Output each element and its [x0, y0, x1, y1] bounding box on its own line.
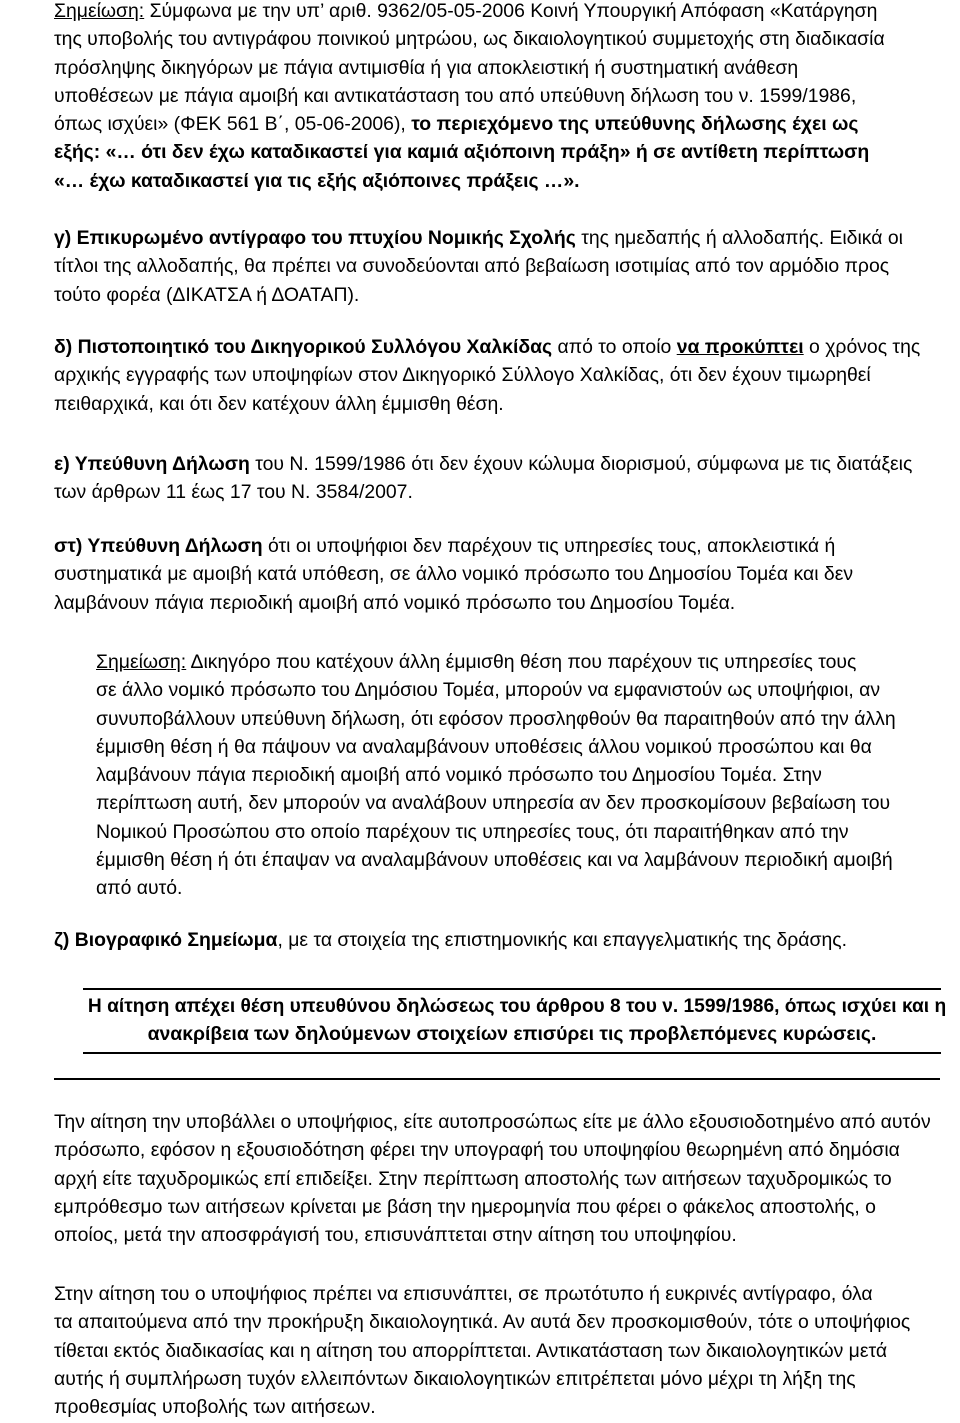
attachments-paragraph: [54, 1280, 934, 1421]
text-line: [54, 0, 934, 25]
text-line: τίτλοι της αλλοδαπής, θα πρέπει να συνοδεύονται από βεβαίωση ισοτιμίας από τον αρμόδιο προς: [54, 255, 890, 278]
note-label: Σημείωση:: [54, 0, 145, 22]
item-e-declaration-paragraph: [54, 450, 934, 507]
text-line: των άρθρων 11 έως 17 του Ν. 3584/2007.: [54, 481, 413, 504]
text-line: συστηματικά με αμοιβή κατά υπόθεση, σε άλλο νομικό πρόσωπο του Δημοσίου Τομέα και δεν: [54, 563, 854, 586]
submission-paragraph: [54, 1108, 934, 1249]
text-line: λαμβάνουν πάγια περιοδική αμοιβή από νομικό πρόσωπο του Δημοσίου Τομέα. Στην: [96, 764, 822, 787]
declaration-notice-box: [83, 988, 947, 1054]
note-lawyers-paragraph: [96, 648, 936, 903]
text-line: «… έχω καταδικαστεί για τις εξής αξιόποινες πράξεις …».: [54, 169, 580, 192]
text-run: Σύμφωνα με την υπ’ αριθ. 9362/05-05-2006 Κοινή Υπουργική Απόφαση «Κατάργηση: [144, 0, 878, 22]
text-line: προθεσμίας υποβολής των αιτήσεων.: [54, 1396, 376, 1419]
text-line: πρόσληψης δικηγόρων με πάγια αντιμισθία ή για αποκλειστική ή συστηματική ανάθεση: [54, 56, 799, 79]
text-line: λαμβάνουν πάγια περιοδική αμοιβή από νομικό πρόσωπο του Δημοσίου Τομέα.: [54, 591, 736, 614]
text-line: πρόσωπο, εφόσον η εξουσιοδότηση φέρει την υπογραφή του υποψηφίου θεωρημένη από δημόσια: [54, 1139, 900, 1162]
text-line: περίπτωση αυτή, δεν μπορούν να αναλάβουν υπηρεσία αν δεν προσκομίσουν βεβαίωση του: [96, 792, 891, 815]
text-line: Την αίτηση την υποβάλλει ο υποψήφιος, είτε αυτοπροσώπως είτε με άλλο εξουσιοδοτημένο από αυτόν: [54, 1111, 931, 1133]
text-line: οποίος, μετά την αποσφράγισή του, επισυνάπτεται στην αίτηση του υποψηφίου.: [54, 1224, 737, 1247]
text-run: όπως ισχύει» (ΦΕΚ 561 Β΄, 05-06-2006),: [54, 113, 412, 136]
emphasis-text: να προκύπτει: [676, 336, 804, 358]
text-line: πειθαρχικά, και ότι δεν κατέχουν άλλη έμμισθη θέση.: [54, 392, 504, 415]
item-z-cv-paragraph: [54, 926, 934, 954]
text-line: [54, 532, 934, 560]
text-line: συνυποβάλλουν υπεύθυνη δήλωση, ότι εφόσον προσληφθούν θα παραιτηθούν από την άλλη: [96, 707, 896, 730]
text-line: σε άλλο νομικό πρόσωπο του Δημόσιου Τομέα, μπορούν να εμφανιστούν ως υποψήφιοι, αν: [96, 679, 881, 702]
item-st-declaration-paragraph: [54, 532, 934, 617]
text-line: αυτής ή συμπλήρωση τυχόν ελλειπόντων δικαιολογητικών επιτρέπεται μόνο μέχρι τη λήξη της: [54, 1367, 856, 1390]
text-line: Στην αίτηση του ο υποψήφιος πρέπει να επισυνάπτει, σε πρωτότυπο ή ευκρινές αντίγραφο, όλα: [54, 1283, 873, 1305]
text-line: έμμισθη θέση ή θα πάψουν να αναλαμβάνουν υποθέσεις άλλου νομικού προσώπου και θα: [96, 735, 872, 758]
text-line: εξής: «… ότι δεν έχω καταδικαστεί για καμιά αξιόποινη πράξη» ή σε αντίθετη περίπτωση: [54, 141, 870, 164]
item-heading: γ) Επικυρωμένο αντίγραφο του πτυχίου Νομικής Σχολής: [54, 227, 576, 249]
text-line: αρχικής εγγραφής των υποψηφίων στον Δικηγορικό Σύλλογο Χαλκίδας, ότι δεν έχουν τιμωρηθεί: [54, 364, 871, 387]
text-line: τίθεται εκτός διαδικασίας και η αίτηση του απορρίπτεται. Αντικατάσταση των δικαιολογητικών μετά: [54, 1339, 888, 1362]
text-run: ότι οι υποψήφιοι δεν παρέχουν τις υπηρεσίες τους, αποκλειστικά ή: [262, 535, 836, 557]
text-line: [54, 110, 934, 138]
text-run: Δικηγόρο που κατέχουν άλλη έμμισθη θέση που παρέχουν τις υπηρεσίες τους: [186, 651, 857, 673]
item-heading: στ) Υπεύθυνη Δήλωση: [54, 535, 263, 557]
bold-text-run: το περιεχόμενο της υπεύθυνης δήλωσης έχει ως: [411, 113, 859, 136]
item-d-bar-certificate-paragraph: [54, 333, 934, 418]
horizontal-divider: [54, 1078, 940, 1080]
text-line: έμμισθη θέση ή ότι έπαψαν να αναλαμβάνουν υποθέσεις και να λαμβάνουν περιοδική αμοιβή: [96, 849, 893, 872]
text-line: ανακρίβεια των δηλούμενων στοιχείων επισύρει τις προβλεπόμενες κυρώσεις.: [147, 1023, 877, 1046]
text-line: εμπρόθεσμο των αιτήσεων κρίνεται με βάση την ημερομηνία που φέρει ο φάκελος αποστολής, ο: [54, 1195, 876, 1218]
item-heading: ε) Υπεύθυνη Δήλωση: [54, 453, 250, 475]
note-criminal-record-paragraph: [54, 0, 934, 195]
text-line: υποθέσεων με πάγια αμοιβή και αντικατάσταση του από υπεύθυνη δήλωση του ν. 1599/1986,: [54, 84, 857, 107]
text-run: ο χρόνος της: [803, 336, 921, 358]
text-line: της υποβολής του αντιγράφου ποινικού μητρώου, ως δικαιολογητικού συμμετοχής στη διαδικασία: [54, 28, 885, 51]
text-line: αρχή είτε ταχυδρομικώς επί επιδείξει. Στην περίπτωση αποστολής των αιτήσεων ταχυδρομικώς το: [54, 1167, 892, 1190]
text-line: τούτο φορέα (ΔΙΚΑΤΣΑ ή ΔΟΑΤΑΠ).: [54, 283, 360, 306]
text-line: Η αίτηση απέχει θέση υπευθύνου δηλώσεως του άρθρου 8 του ν. 1599/1986, όπως ισχύει και η: [87, 995, 947, 1017]
text-line: από αυτό.: [96, 877, 183, 900]
text-line: Νομικού Προσώπου στο οποίο παρέχουν τις υπηρεσίες τους, ότι παραιτήθηκαν από την: [96, 820, 849, 843]
text-run: του Ν. 1599/1986 ότι δεν έχουν κώλυμα διορισμού, σύμφωνα με τις διατάξεις: [249, 453, 913, 475]
text-line: [96, 648, 936, 676]
text-line: [54, 926, 934, 954]
text-run: από το οποίο: [552, 336, 677, 358]
text-run: , με τα στοιχεία της επιστημονικής και επαγγελματικής της δράσης.: [277, 929, 848, 951]
text-line: [54, 450, 934, 478]
item-heading: δ) Πιστοποιητικό του Δικηγορικού Συλλόγου Χαλκίδας: [54, 336, 553, 358]
text-line: [54, 333, 934, 361]
text-line: [54, 224, 934, 252]
item-heading: ζ) Βιογραφικό Σημείωμα: [54, 929, 278, 951]
text-line: τα απαιτούμενα από την προκήρυξη δικαιολογητικά. Αν αυτά δεν προσκομισθούν, τότε ο υποψήφιος: [54, 1311, 911, 1334]
note-label: Σημείωση:: [96, 651, 187, 673]
item-g-degree-paragraph: [54, 224, 934, 309]
text-run: της ημεδαπής ή αλλοδαπής. Ειδικά οι: [575, 227, 903, 249]
